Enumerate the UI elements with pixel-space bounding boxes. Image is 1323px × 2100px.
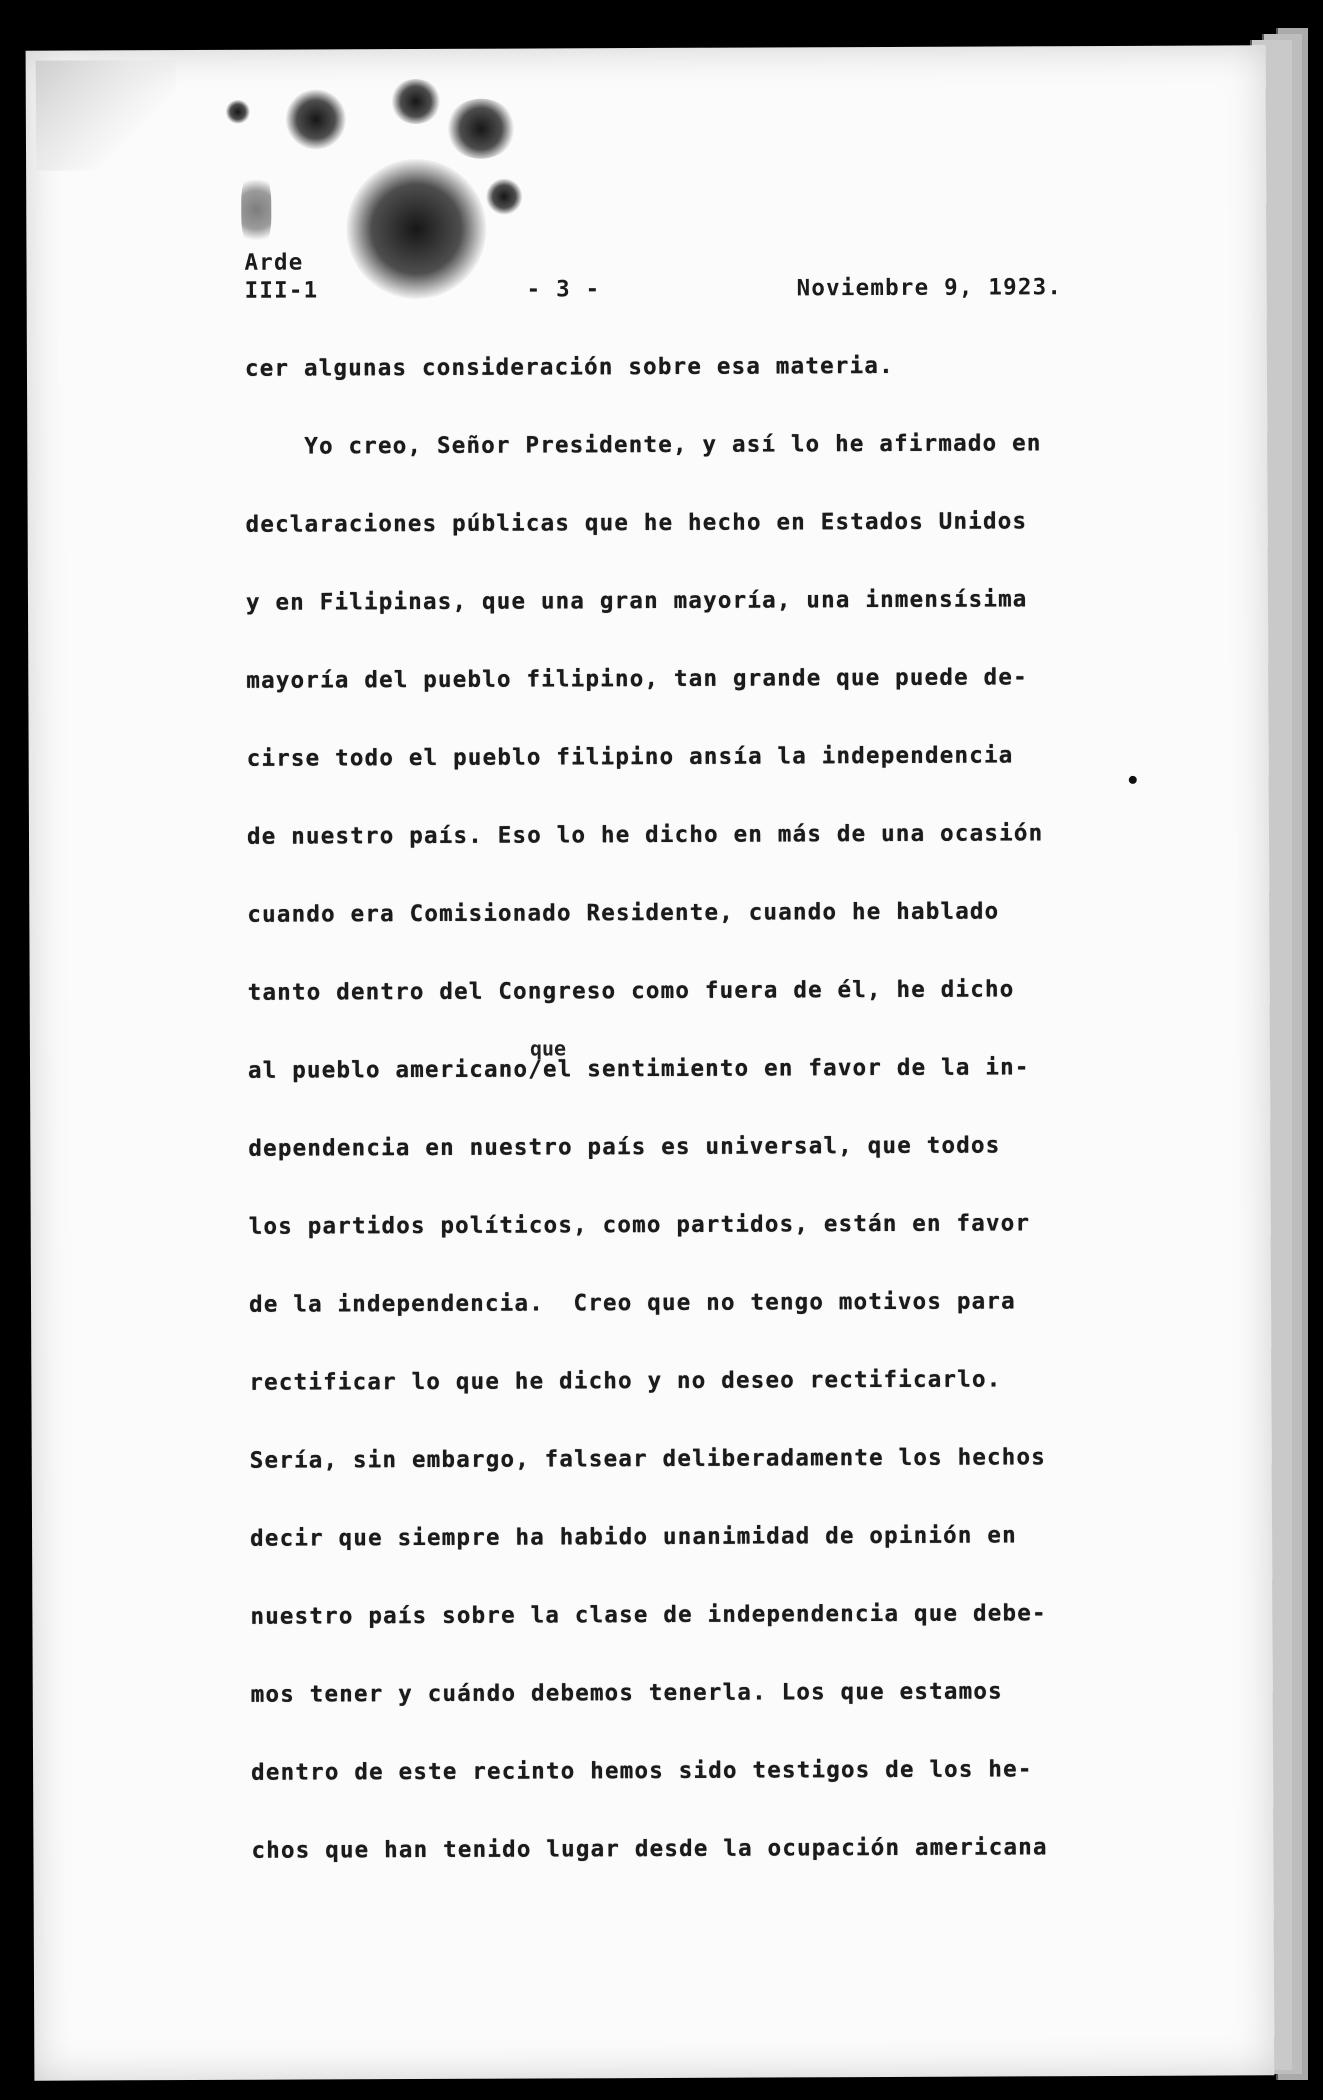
text-line: chos que han tenido lugar desde la ocupación americana [251, 1834, 1048, 1864]
typewritten-page [26, 45, 1275, 2080]
text-line: y en Filipinas, que una gran mayoría, una inmensísima [245, 586, 1028, 616]
ink-blot [391, 79, 441, 124]
text-line: los partidos políticos, como partidos, están en favor [248, 1210, 1031, 1240]
text-line: declaraciones públicas que he hecho en Estados Unidos [245, 508, 1028, 538]
text-line: decir que siempre ha habido unanimidad de opinión en [250, 1522, 1017, 1552]
text-line: mos tener y cuándo debemos tenerla. Los que estamos [250, 1678, 1003, 1708]
ink-speck [1129, 776, 1137, 784]
header-date: Noviembre 9, 1923. [796, 274, 1063, 302]
text-line: cuando era Comisionado Residente, cuando he hablado [247, 898, 1000, 928]
text-line: cer algunas consideración sobre esa materia. [244, 352, 894, 382]
folded-corner [36, 60, 176, 171]
text-line: mayoría del pueblo filipino, tan grande que puede de- [246, 664, 1028, 694]
ink-blot [486, 179, 522, 215]
text-line: dependencia en nuestro país es universal, que todos [248, 1132, 1001, 1162]
ink-blot [346, 159, 487, 300]
text-line: de nuestro país. Eso lo he dicho en más de una ocasión [246, 820, 1044, 850]
text-line: al pueblo americano/el sentimiento en favor de la in- [247, 1054, 1030, 1084]
handwritten-insertion: que [529, 1036, 567, 1061]
header-line-2: III-1 [244, 277, 319, 304]
ink-blot [446, 99, 516, 159]
ink-blot [226, 100, 250, 124]
ink-blot [286, 89, 346, 149]
text-line: tanto dentro del Congreso como fuera de él, he dicho [247, 976, 1015, 1006]
text-line: Yo creo, Señor Presidente, y así lo he afirmado en [245, 430, 1042, 460]
text-line: de la independencia. Creo que no tengo motivos para [248, 1288, 1016, 1318]
text-line: nuestro país sobre la clase de independencia que debe- [250, 1600, 1047, 1630]
text-line: dentro de este recinto hemos sido testigos de los he- [251, 1756, 1033, 1786]
page-number: - 3 - [526, 276, 601, 303]
text-line: Sería, sin embargo, falsear deliberadamente los hechos [249, 1444, 1047, 1474]
header-line-1: Arde [244, 249, 304, 276]
ink-blot [241, 170, 271, 250]
text-line: cirse todo el pueblo filipino ansía la independencia [246, 742, 1014, 772]
text-line: rectificar lo que he dicho y no deseo rectificarlo. [249, 1366, 1002, 1396]
